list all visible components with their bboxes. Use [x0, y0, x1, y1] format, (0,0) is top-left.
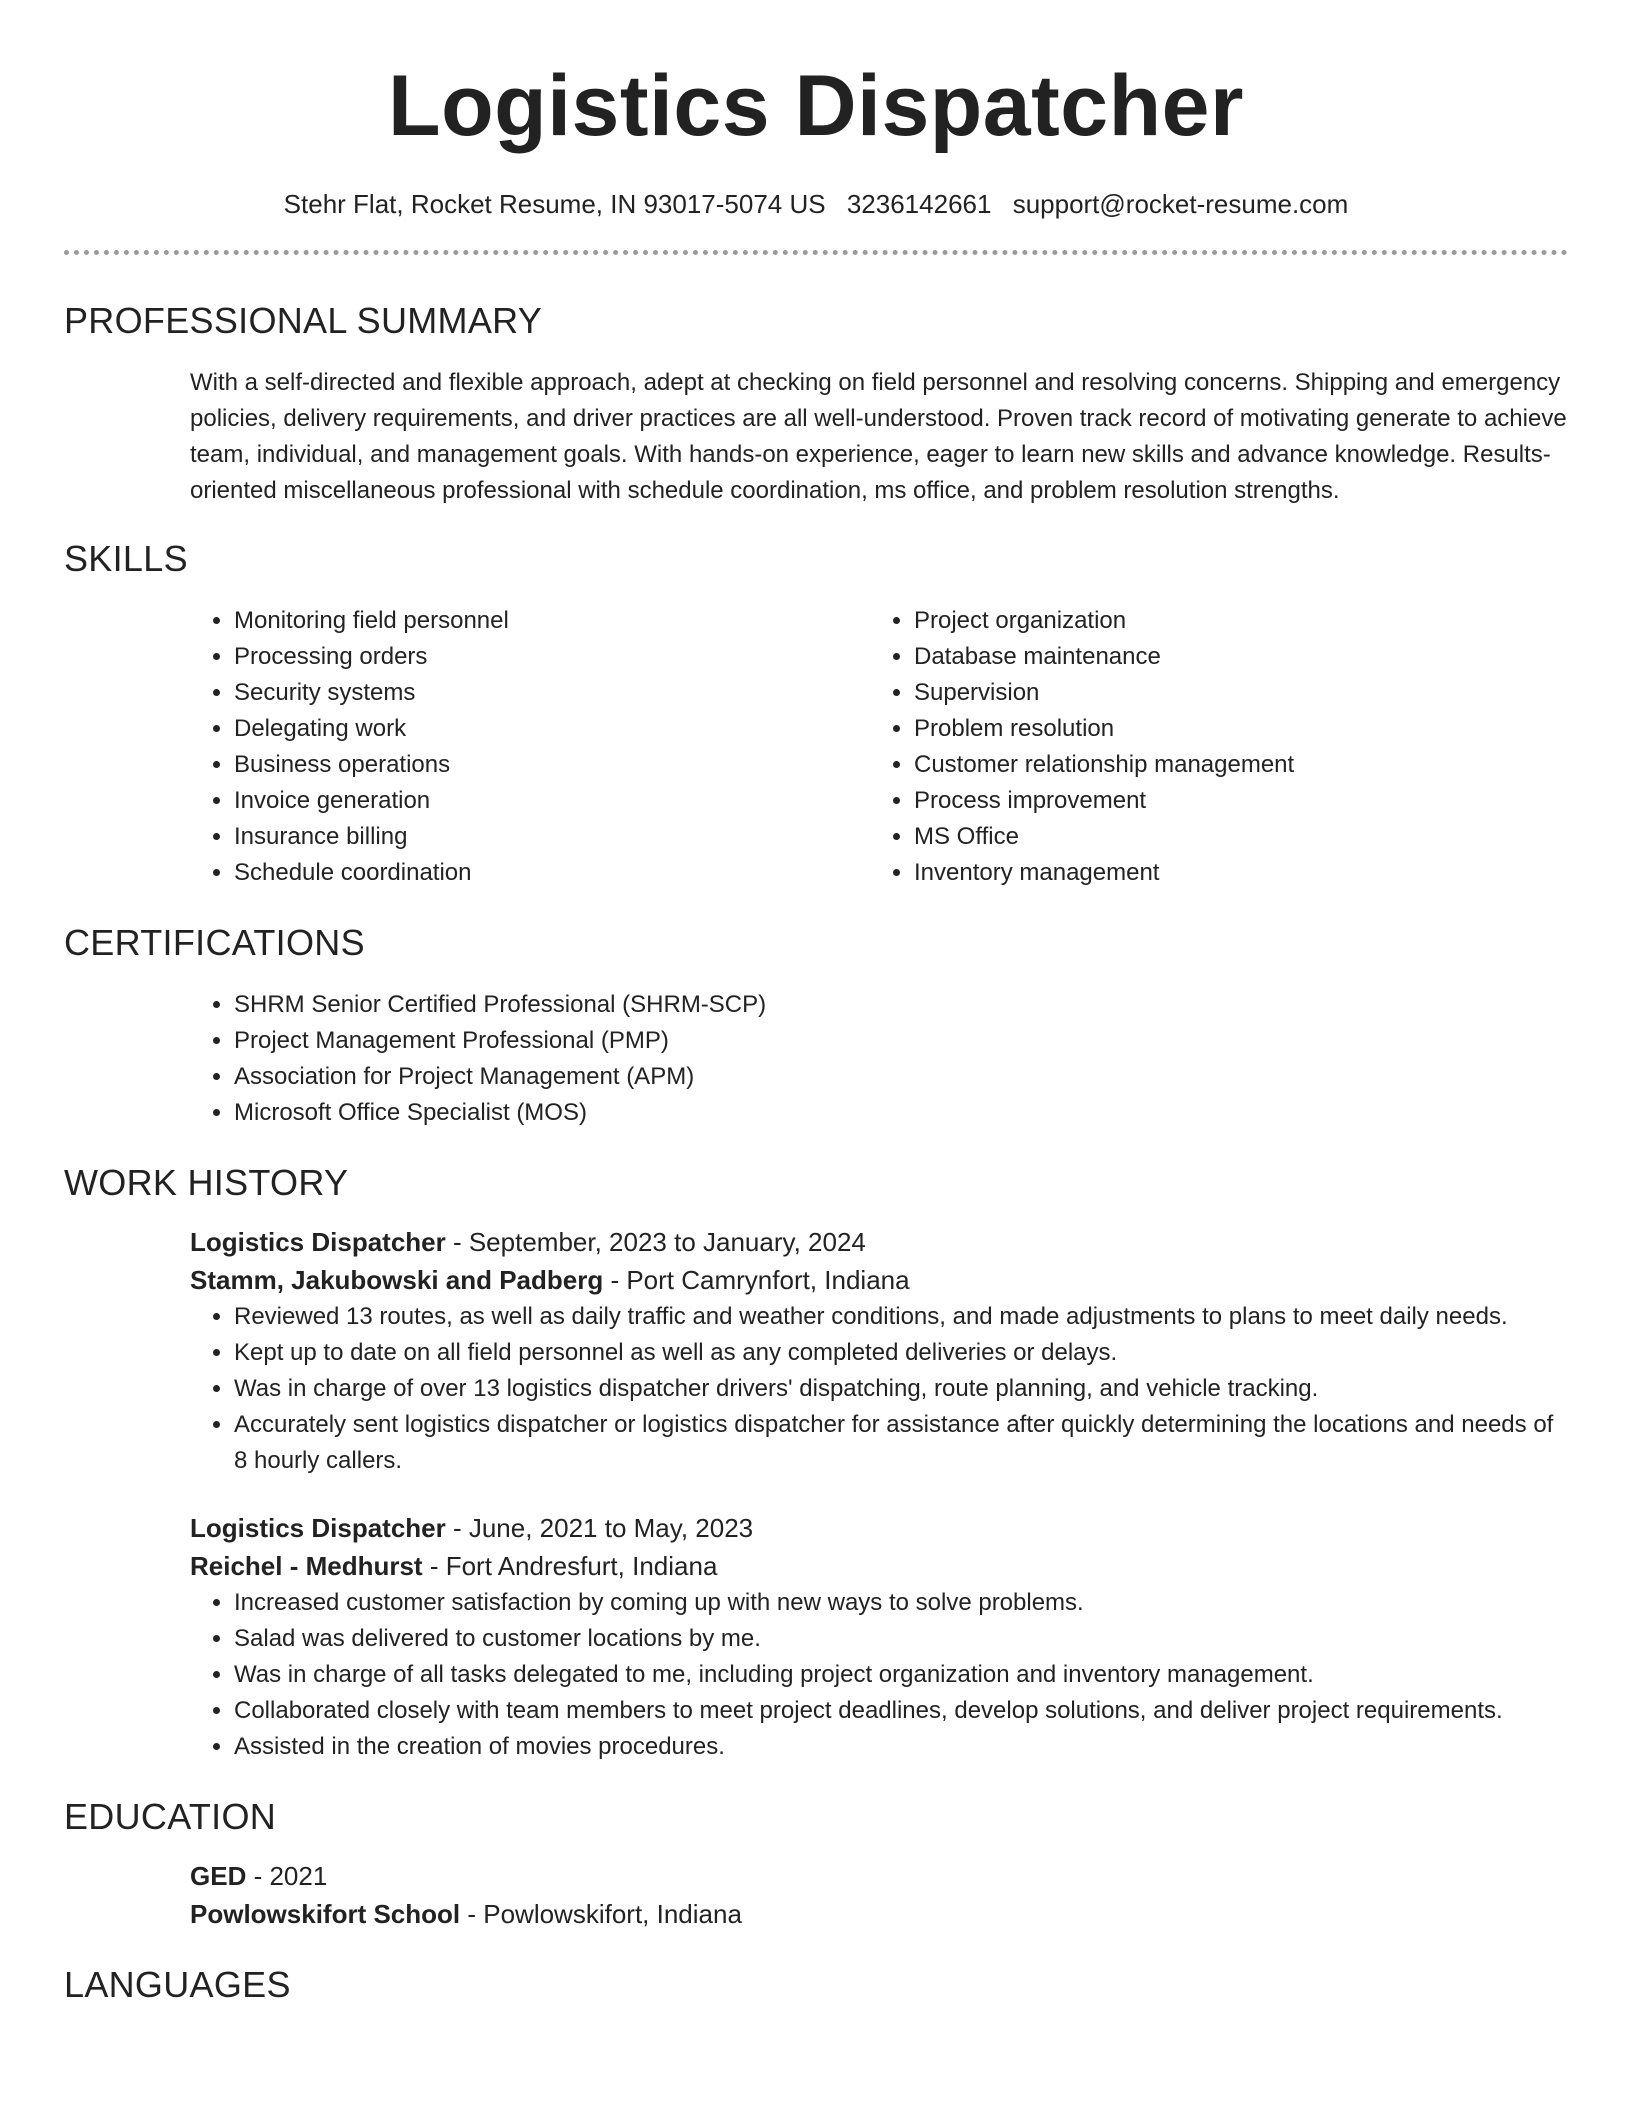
job-bullet: • Kept up to date on all field personnel as well as any completed deliveries or delays. — [234, 1335, 1568, 1371]
job-role: Logistics Dispatcher — [190, 1227, 446, 1257]
skill-item: • Schedule coordination — [234, 855, 870, 891]
certifications-heading: CERTIFICATIONS — [64, 922, 365, 963]
skill-item: • Project organization — [914, 603, 1550, 639]
skills-section — [64, 537, 1568, 891]
job-location: - Fort Andresfurt, Indiana — [422, 1551, 718, 1581]
contact-phone: 3236142661 — [846, 189, 992, 219]
skills-left-column — [190, 603, 870, 891]
skill-item: • Insurance billing — [234, 819, 870, 855]
skill-item: • Customer relationship management — [914, 747, 1550, 783]
job-title-line — [190, 1509, 1568, 1547]
skill-item: • Business operations — [234, 747, 870, 783]
education-degree: GED — [190, 1861, 247, 1891]
skills-heading: SKILLS — [64, 538, 188, 579]
job-entry — [190, 1509, 1568, 1765]
job-bullet: • Reviewed 13 routes, as well as daily traffic and weather conditions, and made adjustments to plans to meet daily needs. — [234, 1299, 1568, 1335]
summary-heading: PROFESSIONAL SUMMARY — [64, 300, 543, 341]
education-heading: EDUCATION — [64, 1796, 277, 1837]
education-section — [64, 1795, 1568, 1933]
skill-item: • Process improvement — [914, 783, 1550, 819]
skill-item: • MS Office — [914, 819, 1550, 855]
job-location: - Port Camrynfort, Indiana — [603, 1265, 910, 1295]
job-bullet: • Assisted in the creation of movies procedures. — [234, 1729, 1568, 1765]
job-bullet: • Was in charge of all tasks delegated to me, including project organization and inventory management. — [234, 1657, 1568, 1693]
certification-item: • SHRM Senior Certified Professional (SHRM-SCP) — [234, 987, 1568, 1023]
job-company: Reichel - Medhurst — [190, 1551, 423, 1581]
job-dates: - September, 2023 to January, 2024 — [445, 1227, 866, 1257]
certification-item: • Microsoft Office Specialist (MOS) — [234, 1095, 1568, 1131]
job-dates: - June, 2021 to May, 2023 — [445, 1513, 754, 1543]
contact-line — [64, 188, 1568, 220]
skills-right-column — [870, 603, 1550, 891]
certification-item: • Association for Project Management (APM) — [234, 1059, 1568, 1095]
languages-heading: LANGUAGES — [64, 1964, 291, 2005]
job-company-line — [190, 1261, 1568, 1299]
skill-item: • Security systems — [234, 675, 870, 711]
skills-grid — [190, 603, 1568, 891]
candidate-name: Logistics Dispatcher — [388, 58, 1244, 154]
summary-text: With a self-directed and flexible approach, adept at checking on field personnel and resolving concerns. Shipping and emergency policies, delivery requirements, and driver practices are all well-understood. Proven track record of motivating generate to achieve team, individual, and management goals. With hands-on experience, eager to learn new skills and advance knowledge. Results-oriented miscellaneous professional with schedule coordination, ms office, and problem resolution strengths. — [190, 369, 1567, 504]
summary-section — [64, 299, 1568, 509]
certifications-section — [64, 921, 1568, 1131]
header-divider — [64, 250, 1568, 255]
job-bullet: • Salad was delivered to customer locations by me. — [234, 1621, 1568, 1657]
work-history-section — [64, 1161, 1568, 1765]
resume-header — [64, 0, 1568, 255]
education-location: - Powlowskifort, Indiana — [460, 1899, 742, 1929]
skill-item: • Monitoring field personnel — [234, 603, 870, 639]
skill-item: • Database maintenance — [914, 639, 1550, 675]
job-title-line — [190, 1223, 1568, 1261]
job-bullet: • Accurately sent logistics dispatcher or logistics dispatcher for assistance after quickly determining the locations and needs of 8 hourly callers. — [234, 1407, 1568, 1479]
skill-item: • Processing orders — [234, 639, 870, 675]
job-company: Stamm, Jakubowski and Padberg — [190, 1265, 604, 1295]
job-entry — [190, 1223, 1568, 1479]
contact-address: Stehr Flat, Rocket Resume, IN 93017-5074 US — [283, 189, 826, 219]
skill-item: • Inventory management — [914, 855, 1550, 891]
skill-item: • Delegating work — [234, 711, 870, 747]
education-year: - 2021 — [246, 1861, 328, 1891]
education-school: Powlowskifort School — [190, 1899, 461, 1929]
skill-item: • Problem resolution — [914, 711, 1550, 747]
job-role: Logistics Dispatcher — [190, 1513, 446, 1543]
job-bullet: • Collaborated closely with team members to meet project deadlines, develop solutions, and deliver project requirements. — [234, 1693, 1568, 1729]
skill-item: • Invoice generation — [234, 783, 870, 819]
certification-item: • Project Management Professional (PMP) — [234, 1023, 1568, 1059]
job-bullet: • Increased customer satisfaction by coming up with new ways to solve problems. — [234, 1585, 1568, 1621]
work-history-heading: WORK HISTORY — [64, 1162, 349, 1203]
education-degree-line — [190, 1857, 1568, 1895]
skill-item: • Supervision — [914, 675, 1550, 711]
job-bullet: • Was in charge of over 13 logistics dispatcher drivers' dispatching, route planning, and vehicle tracking. — [234, 1371, 1568, 1407]
contact-email: support@rocket-resume.com — [1012, 189, 1349, 219]
languages-section — [64, 1963, 1568, 2007]
education-school-line — [190, 1895, 1568, 1933]
job-company-line — [190, 1547, 1568, 1585]
